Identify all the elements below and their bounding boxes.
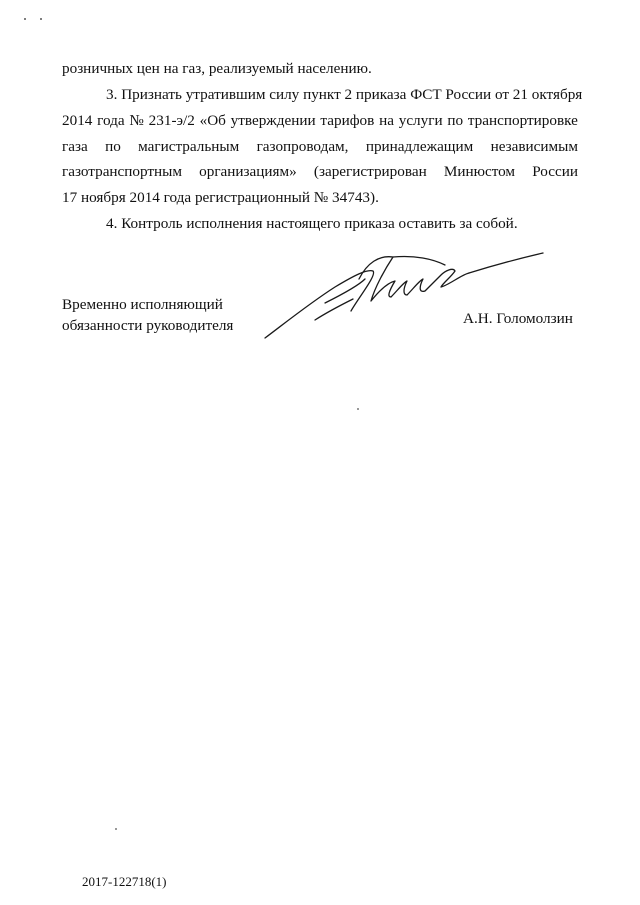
signatory-name: А.Н. Голомолзин <box>463 310 573 327</box>
signatory-role <box>62 294 233 336</box>
document-number: 2017-122718(1) <box>82 874 167 889</box>
text-line-continuation: розничных цен на газ, реализуемый населению. <box>62 60 372 77</box>
item-3-line-3: газа по магистральным газопроводам, принадлежащим независимым <box>62 138 578 155</box>
scan-mark <box>40 18 42 20</box>
scan-dot <box>357 408 359 410</box>
signatory-role-line-2: обязанности руководителя <box>62 317 234 334</box>
handwritten-signature <box>255 245 555 345</box>
scan-mark <box>24 18 26 20</box>
signatory-role-line-1: Временно исполняющий <box>62 296 223 313</box>
item-3-line-5: 17 ноября 2014 года регистрационный № 34743). <box>62 189 379 206</box>
item-4: 4. Контроль исполнения настоящего приказа оставить за собой. <box>106 215 518 232</box>
scan-dot <box>115 828 117 830</box>
item-3-line-4: газотранспортным организациям» (зарегистрирован Минюстом России <box>62 163 578 180</box>
item-3-line-1: 3. Признать утратившим силу пункт 2 приказа ФСТ России от 21 октября <box>106 86 583 103</box>
item-3-line-2: 2014 года № 231-э/2 «Об утверждении тарифов на услуги по транспортировке <box>62 112 578 129</box>
